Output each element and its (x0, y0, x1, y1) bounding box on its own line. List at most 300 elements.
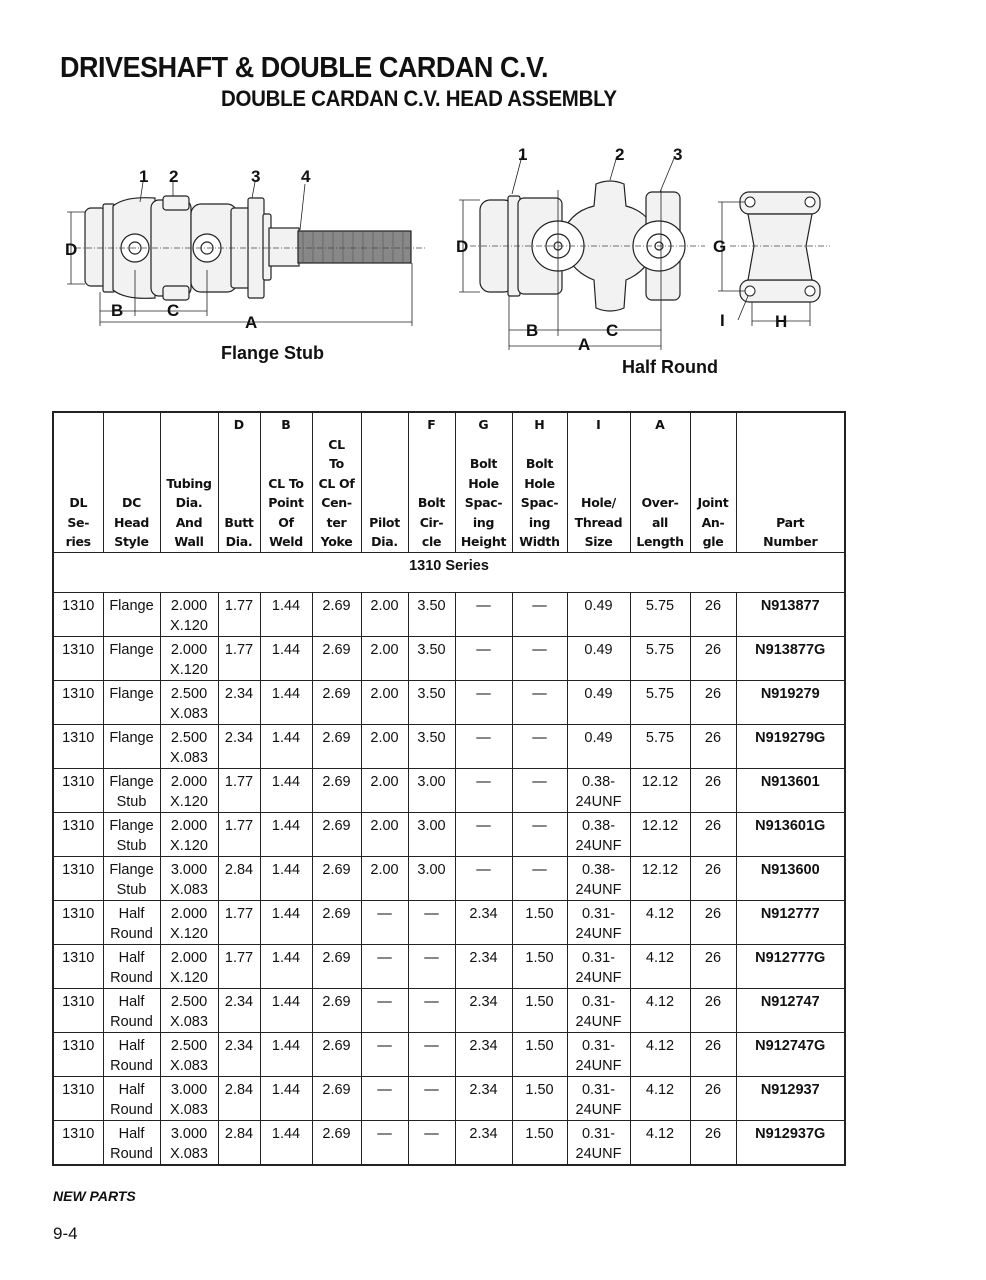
column-header (53, 412, 103, 552)
column-label-line: Cen- (321, 495, 352, 510)
cell-series: 1310 (53, 813, 103, 857)
column-header (103, 412, 160, 552)
cell-line: Round (110, 970, 153, 986)
cell-weld: 1.44 (260, 637, 312, 681)
cell-tubing (160, 989, 218, 1033)
column-label-line: Over- (641, 495, 679, 510)
cell-weld: 1.44 (260, 945, 312, 989)
cell-width: — (512, 813, 567, 857)
cell-angle: 26 (690, 769, 736, 813)
column-header (160, 412, 218, 552)
cell-length: 4.12 (630, 1077, 690, 1121)
table-row (53, 769, 845, 813)
spec-table (52, 411, 846, 1166)
cell-weld: 1.44 (260, 857, 312, 901)
cell-butt: 1.77 (218, 637, 260, 681)
dimension-label-a: A (578, 335, 591, 350)
cell-thread (567, 725, 630, 769)
cell-series: 1310 (53, 1077, 103, 1121)
cell-style (103, 857, 160, 901)
half-round-diagram (450, 140, 850, 350)
column-label-line: Se- (67, 514, 90, 530)
cell-width: 1.50 (512, 945, 567, 989)
column-label-line: DL (69, 495, 88, 510)
cell-line: 2.000 (170, 598, 208, 614)
dimension-letter (54, 415, 103, 435)
dimension-letter: H (534, 417, 545, 432)
column-label-line: gle (702, 534, 724, 549)
cell-line: 3.000 (170, 862, 208, 878)
cell-butt: 1.77 (218, 813, 260, 857)
column-header (260, 412, 312, 552)
cell-yoke: 2.69 (312, 637, 361, 681)
cell-style (103, 1033, 160, 1077)
cell-butt: 2.34 (218, 989, 260, 1033)
cell-series: 1310 (53, 681, 103, 725)
cell-thread (567, 681, 630, 725)
cell-weld: 1.44 (260, 1121, 312, 1166)
column-header (567, 412, 630, 552)
column-label-line: Part (776, 514, 805, 530)
cell-length: 12.12 (630, 857, 690, 901)
cell-yoke: 2.69 (312, 857, 361, 901)
cell-line: Half (118, 906, 145, 922)
cell-line: Half (118, 1126, 145, 1142)
cell-pilot: 2.00 (361, 857, 408, 901)
dimension-letter (104, 415, 160, 435)
dimension-label-b: B (526, 321, 539, 340)
cell-part: N913877 (736, 593, 845, 637)
cell-weld: 1.44 (260, 1077, 312, 1121)
cell-angle: 26 (690, 857, 736, 901)
cell-line: X.083 (170, 1146, 208, 1162)
dimension-letter (362, 415, 408, 435)
cell-line: Flange (109, 686, 154, 702)
series-row (53, 552, 845, 593)
cell-width: — (512, 637, 567, 681)
column-label-line: ing (472, 514, 495, 530)
table-row (53, 1077, 845, 1121)
cell-line: Half (118, 994, 145, 1010)
cell-series: 1310 (53, 945, 103, 989)
column-label-line: CL To (268, 475, 304, 491)
column-label (568, 435, 630, 552)
cell-angle: 26 (690, 637, 736, 681)
column-label-line: cle (421, 534, 442, 549)
cell-height: — (455, 725, 512, 769)
cell-pilot: 2.00 (361, 681, 408, 725)
cell-line: X.120 (170, 838, 208, 854)
cell-yoke: 2.69 (312, 989, 361, 1033)
column-label-line: DC (122, 495, 141, 510)
cell-thread (567, 769, 630, 813)
cell-part: N913877G (736, 637, 845, 681)
cell-style (103, 1077, 160, 1121)
column-label (631, 435, 690, 552)
column-label-line: Dia. (225, 534, 253, 549)
cell-line: 0.31- (581, 1038, 616, 1054)
table-row (53, 989, 845, 1033)
cell-tubing (160, 769, 218, 813)
cell-length: 4.12 (630, 1121, 690, 1166)
dimension-letter: A (655, 417, 665, 432)
dimension-label-h: H (775, 312, 788, 331)
cell-yoke: 2.69 (312, 945, 361, 989)
dimension-label-b: B (111, 301, 124, 320)
cell-line: 0.31- (581, 906, 616, 922)
cell-butt: 2.84 (218, 1077, 260, 1121)
cell-line: Half (118, 1082, 145, 1098)
cell-height: 2.34 (455, 901, 512, 945)
column-label (104, 435, 160, 552)
cell-width: — (512, 681, 567, 725)
cell-part: N919279 (736, 681, 845, 725)
cell-angle: 26 (690, 989, 736, 1033)
column-label-line: Hole (524, 475, 555, 491)
cell-length: 4.12 (630, 901, 690, 945)
cell-line: Stub (116, 882, 147, 898)
column-label-line: Spac- (464, 495, 503, 510)
dimension-letter (737, 415, 845, 435)
dimension-letter: G (478, 417, 489, 432)
cell-line: Round (110, 1058, 153, 1074)
column-label-line: Style (114, 534, 149, 549)
column-label-line: Wall (174, 534, 204, 549)
cell-tubing (160, 901, 218, 945)
cell-line: Stub (116, 838, 147, 854)
cell-length: 5.75 (630, 593, 690, 637)
cell-part: N919279G (736, 725, 845, 769)
cell-line: 0.49 (584, 686, 613, 702)
dimension-label-i: I (720, 311, 725, 330)
cell-thread (567, 593, 630, 637)
column-label (691, 435, 736, 552)
cell-butt: 2.34 (218, 1033, 260, 1077)
column-header (455, 412, 512, 552)
callout-1: 1 (139, 167, 149, 186)
cell-pilot: — (361, 1121, 408, 1166)
column-header (736, 412, 845, 552)
cell-pilot: 2.00 (361, 637, 408, 681)
dimension-letter (691, 415, 736, 435)
cell-part: N912747 (736, 989, 845, 1033)
cell-weld: 1.44 (260, 989, 312, 1033)
cell-line: 24UNF (575, 1014, 622, 1030)
cell-weld: 1.44 (260, 593, 312, 637)
cell-angle: 26 (690, 593, 736, 637)
cell-butt: 1.77 (218, 945, 260, 989)
cell-length: 4.12 (630, 945, 690, 989)
cell-thread (567, 1077, 630, 1121)
cell-height: — (455, 769, 512, 813)
cell-pilot: — (361, 1033, 408, 1077)
cell-series: 1310 (53, 857, 103, 901)
cell-length: 4.12 (630, 1033, 690, 1077)
dimension-label-d: D (456, 237, 469, 256)
cell-width: 1.50 (512, 1121, 567, 1166)
dimension-label-c: C (606, 321, 619, 340)
cell-pilot: 2.00 (361, 725, 408, 769)
column-label-line: Pilot (369, 514, 400, 530)
cell-thread (567, 945, 630, 989)
cell-line: Round (110, 1014, 153, 1030)
cell-style (103, 593, 160, 637)
cell-line: 2.500 (170, 730, 208, 746)
callout-2: 2 (615, 145, 625, 164)
table-row (53, 1121, 845, 1166)
cell-tubing (160, 813, 218, 857)
callout-1: 1 (518, 145, 528, 164)
cell-yoke: 2.69 (312, 681, 361, 725)
cell-length: 12.12 (630, 813, 690, 857)
cell-line: 0.31- (581, 1126, 616, 1142)
cell-weld: 1.44 (260, 769, 312, 813)
cell-butt: 2.84 (218, 857, 260, 901)
cell-line: X.083 (170, 750, 208, 766)
cell-line: 24UNF (575, 970, 622, 986)
cell-angle: 26 (690, 901, 736, 945)
cell-line: 0.49 (584, 730, 613, 746)
series-heading: 1310 Series (53, 552, 845, 593)
cell-yoke: 2.69 (312, 725, 361, 769)
cell-line: X.120 (170, 926, 208, 942)
table-row (53, 901, 845, 945)
cell-pilot: 2.00 (361, 593, 408, 637)
dimension-label-g: G (713, 237, 727, 256)
cell-angle: 26 (690, 945, 736, 989)
column-label-line: Point (268, 495, 304, 510)
cell-angle: 26 (690, 1033, 736, 1077)
cell-line: 24UNF (575, 882, 622, 898)
cell-line: 0.38- (581, 774, 616, 790)
column-label-line: Bolt (417, 495, 446, 510)
table-row (53, 637, 845, 681)
cell-angle: 26 (690, 1077, 736, 1121)
cell-line: 24UNF (575, 1102, 622, 1118)
column-label-line: And (175, 514, 203, 530)
column-label-line: Cir- (419, 514, 444, 530)
cell-thread (567, 637, 630, 681)
cell-bolt-circle: — (408, 1077, 455, 1121)
column-label-line: CL Of (318, 475, 355, 491)
table-row (53, 1033, 845, 1077)
cell-yoke: 2.69 (312, 1077, 361, 1121)
column-label-line: Tubing (166, 475, 212, 491)
column-label-line: Spac- (520, 495, 559, 510)
cell-part: N912937G (736, 1121, 845, 1166)
column-label-line: Hole/ (581, 495, 616, 510)
cell-line: Round (110, 1146, 153, 1162)
cell-line: X.120 (170, 794, 208, 810)
column-header (312, 412, 361, 552)
column-label-line: Butt (224, 514, 254, 530)
cell-part: N912777 (736, 901, 845, 945)
cell-bolt-circle: — (408, 1033, 455, 1077)
cell-line: 0.38- (581, 862, 616, 878)
column-label (362, 435, 408, 552)
cell-weld: 1.44 (260, 813, 312, 857)
cell-series: 1310 (53, 769, 103, 813)
column-header (408, 412, 455, 552)
cell-tubing (160, 1033, 218, 1077)
cell-part: N912777G (736, 945, 845, 989)
cell-length: 5.75 (630, 637, 690, 681)
cell-style (103, 1121, 160, 1166)
cell-thread (567, 1121, 630, 1166)
cell-part: N912937 (736, 1077, 845, 1121)
column-label-line: Joint (697, 495, 729, 510)
cell-line: 2.000 (170, 906, 208, 922)
cell-pilot: — (361, 901, 408, 945)
flange-stub-diagram (55, 160, 435, 340)
column-label-line: Hole (468, 475, 499, 491)
table-row (53, 945, 845, 989)
cell-weld: 1.44 (260, 725, 312, 769)
column-label-line: Dia. (371, 534, 398, 549)
cell-weld: 1.44 (260, 901, 312, 945)
dimension-label-d: D (65, 240, 78, 259)
column-label-line: Height (460, 534, 507, 549)
cell-bolt-circle: 3.50 (408, 593, 455, 637)
column-label-line: CL (328, 436, 345, 452)
flange-stub-caption: Flange Stub (221, 343, 324, 363)
cell-height: — (455, 813, 512, 857)
cell-bolt-circle: — (408, 901, 455, 945)
cell-length: 4.12 (630, 989, 690, 1033)
cell-line: Stub (116, 794, 147, 810)
column-label (513, 435, 567, 552)
cell-bolt-circle: 3.50 (408, 637, 455, 681)
column-label-line: Length (636, 534, 684, 549)
cell-pilot: 2.00 (361, 813, 408, 857)
cell-tubing (160, 637, 218, 681)
column-label-line: Dia. (175, 495, 203, 510)
cell-height: 2.34 (455, 989, 512, 1033)
cell-height: 2.34 (455, 1033, 512, 1077)
cell-line: 2.500 (170, 994, 208, 1010)
cell-series: 1310 (53, 725, 103, 769)
cell-line: 0.49 (584, 642, 613, 658)
cell-line: Flange (109, 730, 154, 746)
cell-height: 2.34 (455, 1121, 512, 1166)
column-label-line: Size (584, 534, 613, 549)
cell-series: 1310 (53, 593, 103, 637)
cell-series: 1310 (53, 901, 103, 945)
cell-line: Flange (109, 862, 154, 878)
table-row (53, 593, 845, 637)
callout-3: 3 (251, 167, 261, 186)
cell-butt: 2.34 (218, 725, 260, 769)
column-label-line: Of (278, 514, 294, 530)
column-label-line: ing (528, 514, 551, 530)
cell-tubing (160, 725, 218, 769)
cell-line: 2.000 (170, 818, 208, 834)
column-label (409, 435, 455, 552)
cell-line: Flange (109, 598, 154, 614)
column-header (361, 412, 408, 552)
callout-3: 3 (673, 145, 683, 164)
cell-width: 1.50 (512, 1033, 567, 1077)
cell-pilot: 2.00 (361, 769, 408, 813)
column-label-line: Weld (269, 534, 303, 549)
dimension-letter: I (596, 417, 601, 432)
cell-series: 1310 (53, 1121, 103, 1166)
cell-line: 2.000 (170, 950, 208, 966)
cell-bolt-circle: 3.50 (408, 725, 455, 769)
cell-line: 2.500 (170, 1038, 208, 1054)
column-label-line: Thread (574, 514, 623, 530)
cell-line: Half (118, 1038, 145, 1054)
dimension-label-c: C (167, 301, 180, 320)
cell-line: 2.000 (170, 642, 208, 658)
cell-part: N912747G (736, 1033, 845, 1077)
cell-line: 0.31- (581, 950, 616, 966)
cell-tubing (160, 945, 218, 989)
cell-series: 1310 (53, 1033, 103, 1077)
page-subtitle: DOUBLE CARDAN C.V. HEAD ASSEMBLY (221, 86, 617, 111)
column-label-line: Width (519, 534, 560, 549)
column-label (219, 435, 260, 552)
dimension-label-a: A (245, 313, 258, 332)
cell-bolt-circle: — (408, 945, 455, 989)
cell-line: X.083 (170, 706, 208, 722)
cell-butt: 1.77 (218, 901, 260, 945)
cell-length: 5.75 (630, 725, 690, 769)
half-round-head-illustration (450, 140, 850, 350)
cell-line: 2.000 (170, 774, 208, 790)
cell-line: Flange (109, 642, 154, 658)
cell-tubing (160, 681, 218, 725)
cell-yoke: 2.69 (312, 1121, 361, 1166)
cell-yoke: 2.69 (312, 593, 361, 637)
column-label-line: Bolt (525, 456, 554, 471)
cell-tubing (160, 1077, 218, 1121)
cell-line: 24UNF (575, 1058, 622, 1074)
cell-line: X.120 (170, 662, 208, 678)
column-label (261, 435, 312, 552)
cell-line: 0.31- (581, 994, 616, 1010)
cell-width: — (512, 857, 567, 901)
cell-pilot: — (361, 989, 408, 1033)
table-row (53, 681, 845, 725)
cell-yoke: 2.69 (312, 901, 361, 945)
cell-weld: 1.44 (260, 1033, 312, 1077)
column-label-line: Yoke (320, 534, 353, 549)
table-header-row (53, 412, 845, 552)
cell-width: — (512, 725, 567, 769)
table-row (53, 813, 845, 857)
cell-line: 24UNF (575, 838, 622, 854)
page-title: DRIVESHAFT & DOUBLE CARDAN C.V. (60, 52, 549, 84)
cell-line: X.083 (170, 1058, 208, 1074)
cell-line: Round (110, 1102, 153, 1118)
new-parts-note: NEW PARTS (53, 1188, 136, 1204)
column-header (690, 412, 736, 552)
cell-yoke: 2.69 (312, 769, 361, 813)
driveshaft-flange-stub-illustration (55, 160, 435, 340)
cell-height: — (455, 681, 512, 725)
cell-line: Flange (109, 774, 154, 790)
cell-style (103, 945, 160, 989)
column-label-line: ries (65, 534, 91, 549)
cell-pilot: — (361, 1077, 408, 1121)
cell-angle: 26 (690, 681, 736, 725)
cell-line: 24UNF (575, 1146, 622, 1162)
cell-style (103, 681, 160, 725)
cell-bolt-circle: — (408, 1121, 455, 1166)
column-label-line: To (329, 456, 344, 471)
cell-line: X.120 (170, 618, 208, 634)
